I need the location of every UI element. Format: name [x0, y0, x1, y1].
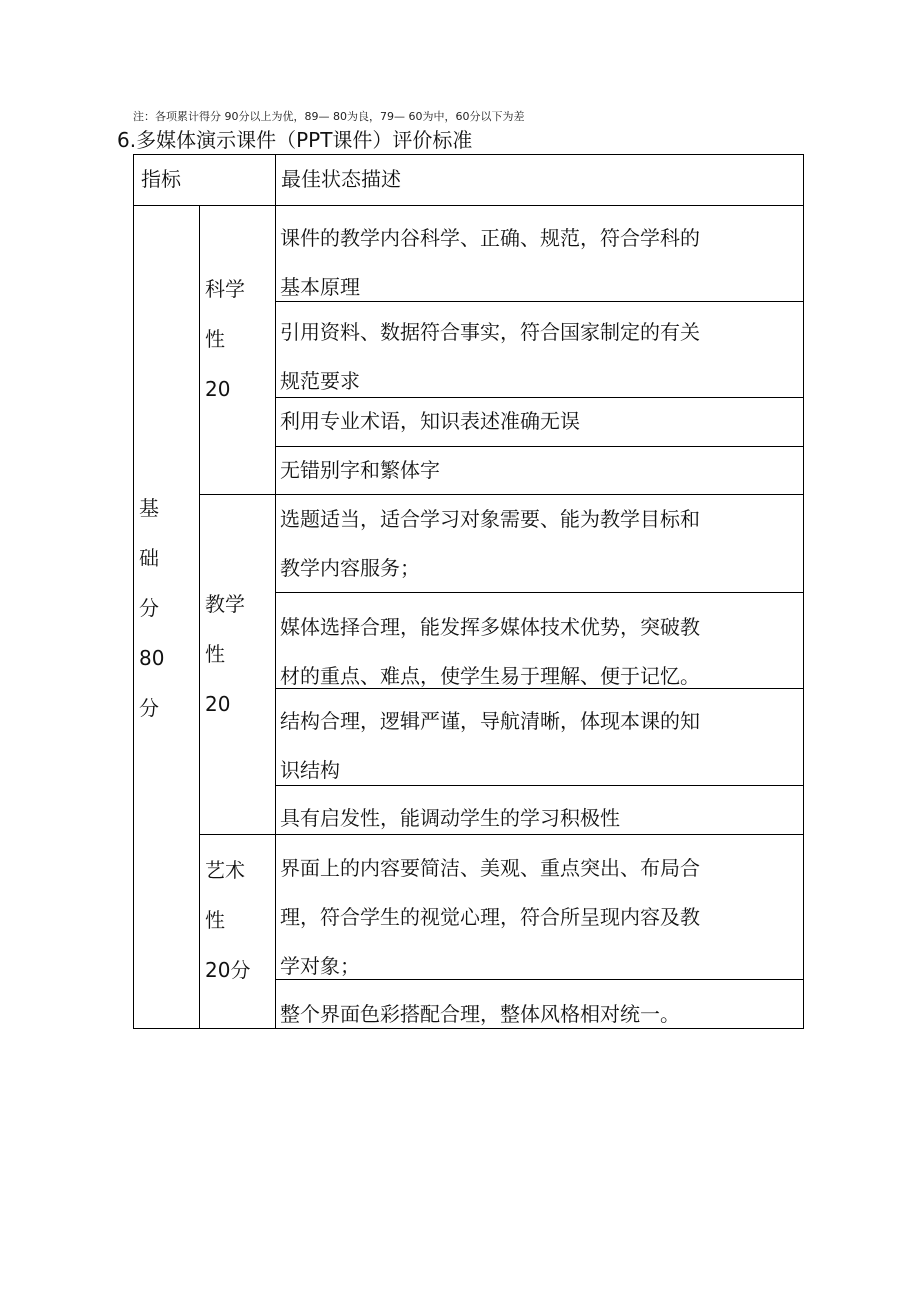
description-line: 界面上的内容要简洁、美观、重点突出、布局合 — [280, 856, 700, 880]
category-basic-80 — [139, 483, 164, 733]
description-item — [280, 214, 800, 312]
description-line: 规范要求 — [280, 369, 360, 393]
category-char: 80 — [139, 646, 165, 670]
group-label-line: 性 — [205, 327, 225, 351]
description-item — [280, 794, 800, 843]
description-line: 具有启发性，能调动学生的学习积极性 — [280, 806, 620, 830]
description-line: 基本原理 — [280, 275, 360, 299]
description-item — [280, 397, 800, 446]
group-label-line: 性 — [205, 908, 225, 932]
group-label-line: 20分 — [205, 958, 251, 982]
description-line: 媒体选择合理，能发挥多媒体技术优势，突破教 — [280, 615, 700, 639]
description-line: 课件的教学内谷科学、正确、规范，符合学科的 — [280, 226, 700, 250]
header-indicator: 指标 — [141, 167, 181, 191]
description-line: 识结构 — [280, 758, 340, 782]
description-line: 利用专业术语，知识表述准确无误 — [280, 409, 580, 433]
description-item — [280, 495, 800, 593]
group-label-line: 20 — [205, 692, 231, 716]
header-description: 最佳状态描述 — [281, 167, 401, 191]
description-line: 材的重点、难点，使学生易于理解、便于记忆。 — [280, 664, 700, 688]
description-item — [280, 990, 800, 1039]
category-char: 分 — [139, 596, 159, 620]
description-line: 选题适当，适合学习对象需要、能为教学目标和 — [280, 507, 700, 531]
description-line: 引用资料、数据符合事实，符合国家制定的有关 — [280, 320, 700, 344]
description-item — [280, 446, 800, 495]
group-label-line: 性 — [205, 642, 225, 666]
category-char: 分 — [139, 696, 159, 720]
description-item — [280, 308, 800, 406]
col-divider-category — [199, 205, 200, 1028]
description-line: 教学内容服务； — [280, 556, 420, 580]
description-line: 理，符合学生的视觉心理，符合所呈现内容及教 — [280, 905, 700, 929]
header-divider — [134, 205, 803, 206]
group-label-line: 科学 — [205, 277, 245, 301]
section-title: 6.多媒体演示课件（PPT课件）评价标准 — [117, 128, 473, 152]
category-char: 基 — [139, 496, 159, 520]
evaluation-table — [133, 154, 804, 1029]
description-line: 学对象； — [280, 954, 360, 978]
category-char: 础 — [139, 546, 159, 570]
description-line: 结构合理，逻辑严谨，导航清晰，体现本课的知 — [280, 709, 700, 733]
description-item — [280, 603, 800, 701]
group-label-line: 20 — [205, 377, 231, 401]
description-item — [280, 844, 800, 991]
group-label-line: 艺术 — [205, 858, 245, 882]
description-line: 整个界面色彩搭配合理，整体风格相对统一。 — [280, 1002, 680, 1026]
group-label-scientific — [205, 264, 245, 414]
group-label-pedagogical — [205, 579, 245, 729]
description-item — [280, 697, 800, 795]
scoring-note: 注：各项累计得分 90分以上为优，89— 80为良，79— 60为中，60分以下为差 — [133, 110, 525, 123]
group-label-line: 教学 — [205, 592, 245, 616]
group-label-artistic — [205, 845, 250, 995]
description-line: 无错别字和繁体字 — [280, 458, 440, 482]
